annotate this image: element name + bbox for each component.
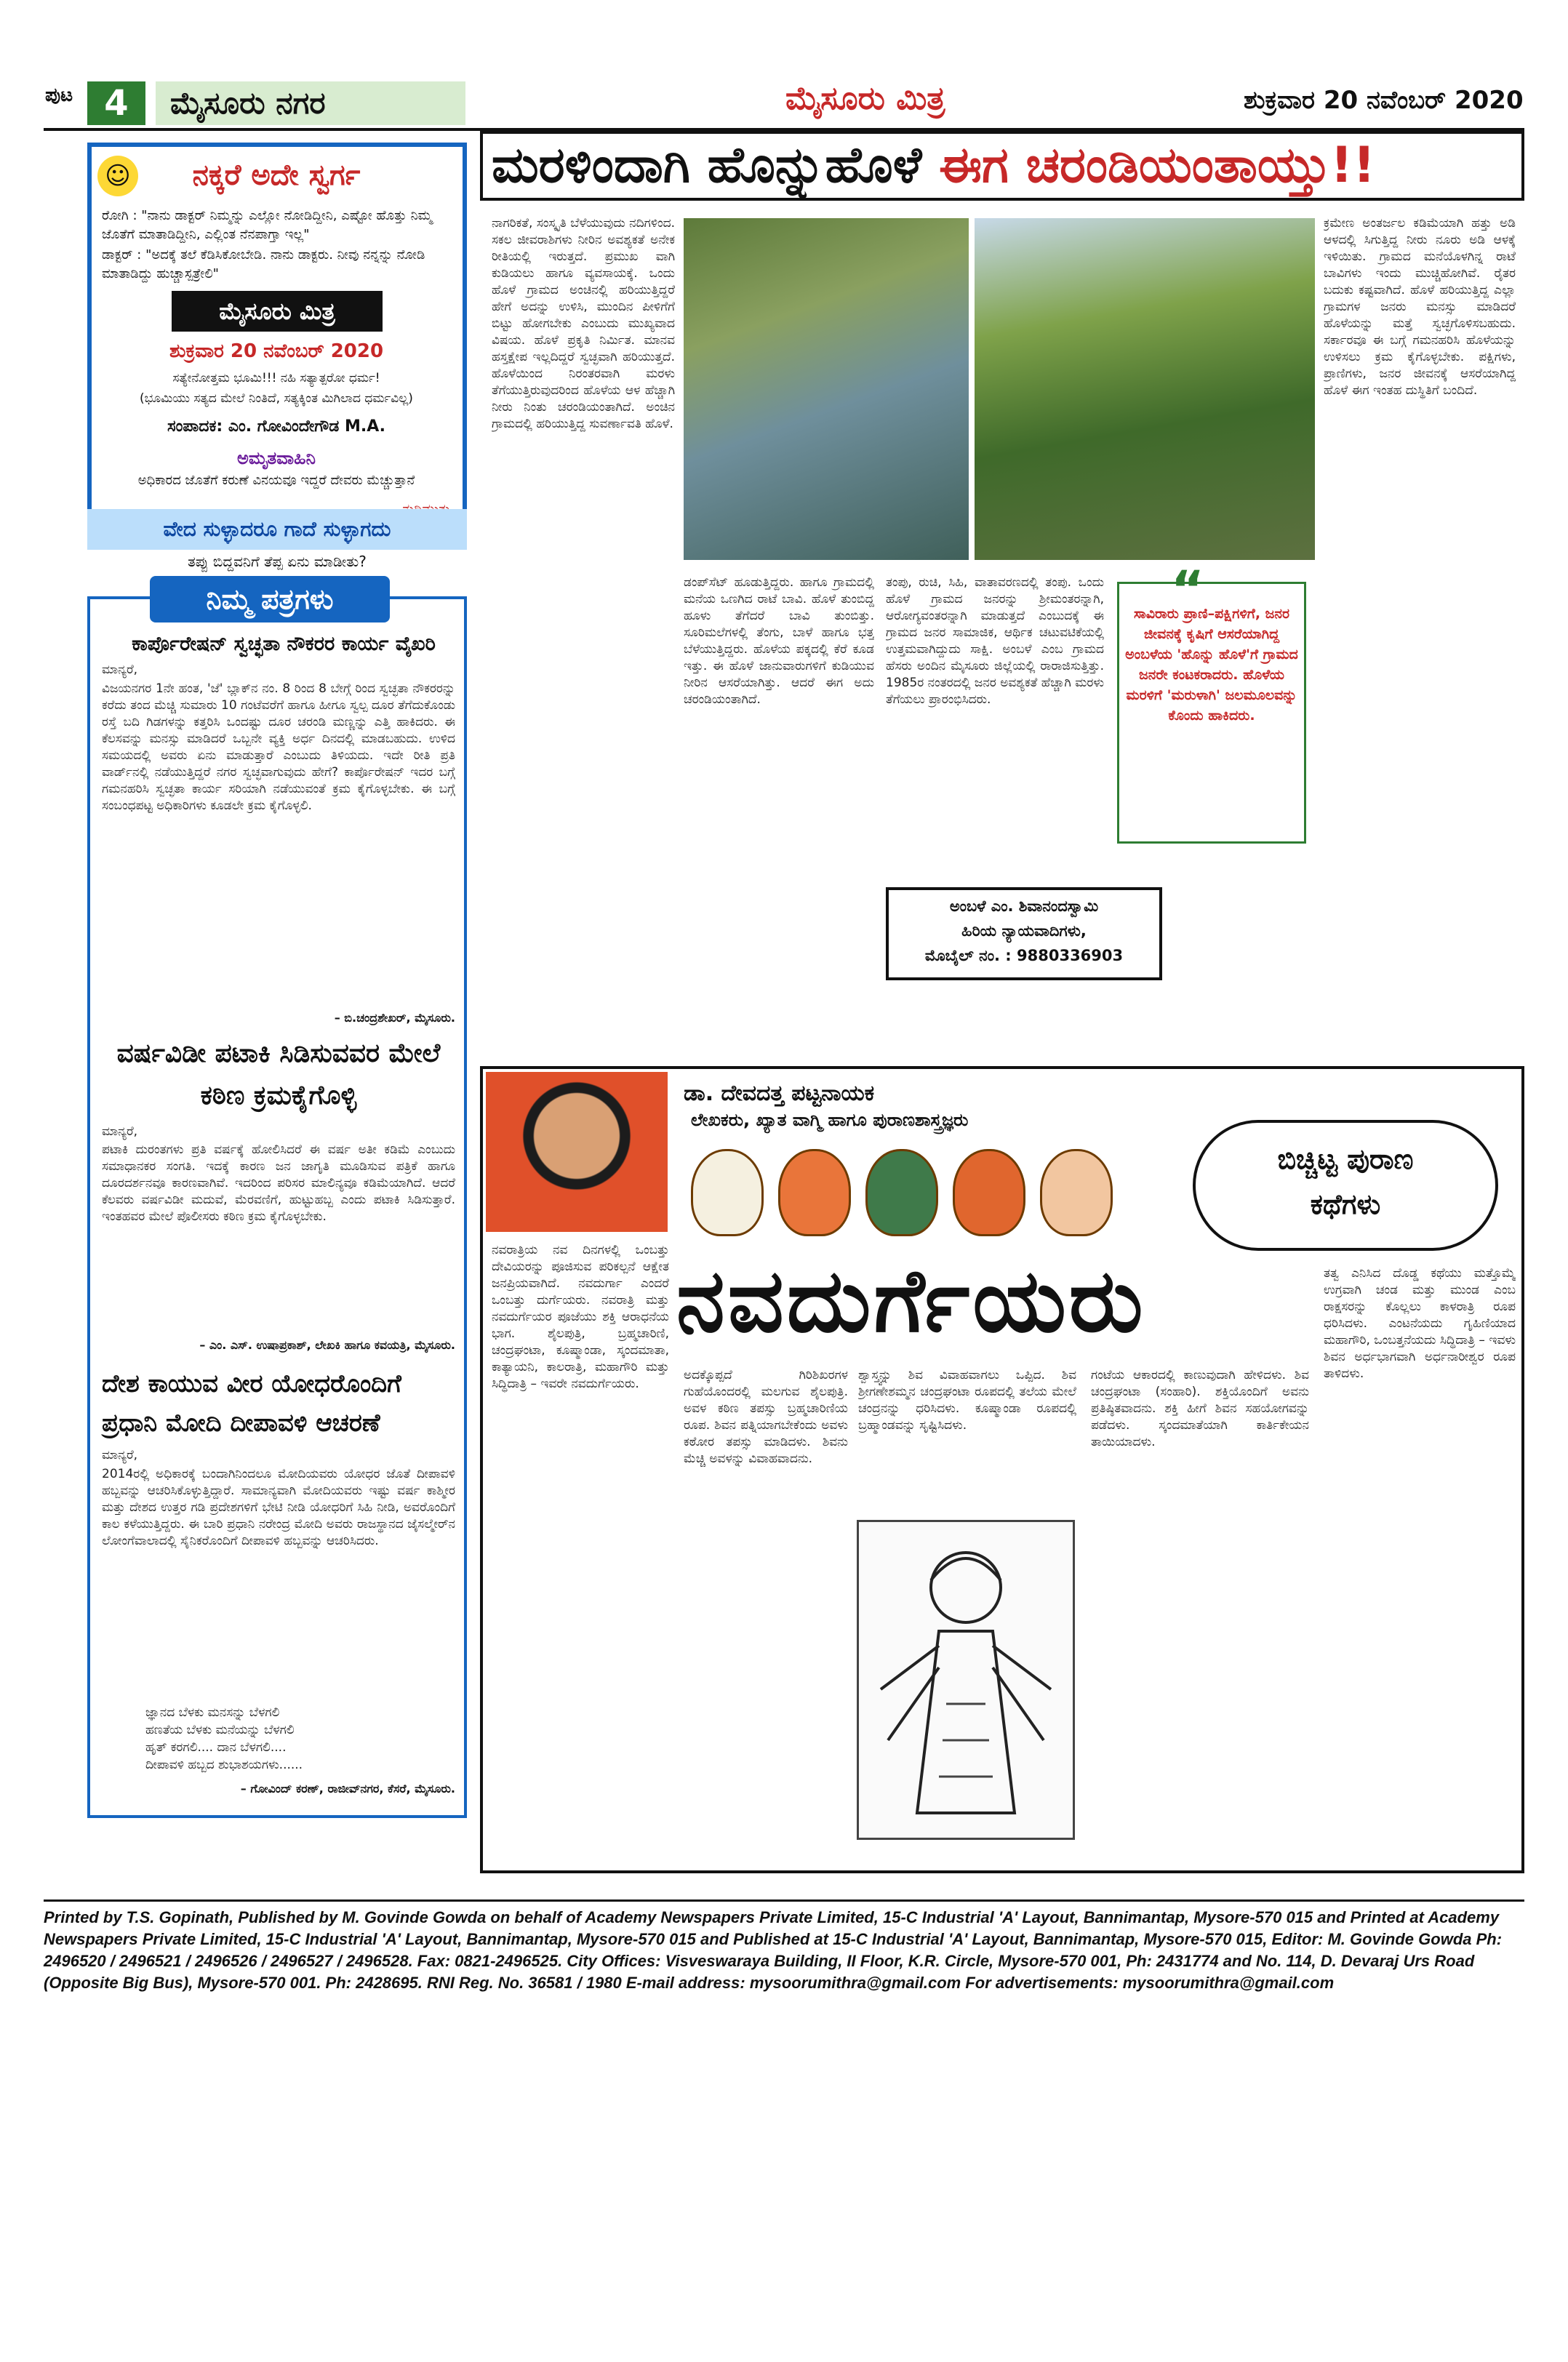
letters-title: ನಿಮ್ಮ ಪತ್ರಗಳು (150, 576, 390, 622)
motto-translation: (ಭೂಮಿಯು ಸತ್ಯದ ಮೇಲೆ ನಿಂತಿದೆ, ಸತ್ಯಕ್ಕಿಂತ ಮಿಗಿಲಾದ ಧರ್ಮವಿಲ್ಲ) (140, 391, 413, 406)
motto-line: ಸತ್ಯೇನೋತ್ತಮ ಭೂಮಿ!!! ನಹಿ ಸತ್ಯಾತ್ಪರೋ ಧರ್ಮ! (172, 371, 380, 385)
page-number: 4 (87, 81, 145, 125)
letter-1-signer: – ಬಿ.ಚಂದ್ರಶೇಖರ್, ಮೈಸೂರು. (334, 1011, 455, 1025)
feature-author: ಡಾ. ದೇವದತ್ತ ಪಟ್ಟನಾಯಕ (684, 1081, 875, 1106)
letter-1-body: ವಿಜಯನಗರ 1ನೇ ಹಂತ, 'ಜೆ' ಬ್ಲಾಕ್‌ನ ನಂ. 8 ರಿಂದ 8 ಬೇಗ್ಗೆ ರಿಂದ ಸ್ವಚ್ಛತಾ ನೌಕರರನ್ನು ಕರೆದು ತಂದ ಮೆಚ್ಚಿ ಸುಮಾರು 10 ಗಂಟೆವರೆಗೆ ಹಾಗೂ ಹೀಗೂ ಸ್ವಲ್ಪ ದೂರ ತೆಗೆದುಕೊಂಡು ರಸ್ತೆ ಬದಿ ಗಿಡಗಳನ್ನು ಕತ್ತರಿಸಿ ಒಂದಷ್ಟು ದೂರ ಚರಂಡಿ ಮಣ್ಣನ್ನು ಎತ್ತಿ ಹಾಕಿದರು. ಈ ಕೆಲಸವನ್ನು ಮನಸ್ಸು ಮಾಡಿದರೆ ಒಬ್ಬನೇ ವ್ಯಕ್ತಿ ಅರ್ಧ ದಿನದಲ್ಲಿ ಮಾಡಬಹುದು. ಉಳಿದ ಸಮಯದಲ್ಲಿ ಅವರು ಏನು ಮಾಡುತ್ತಾರೆ ಎಂಬುದು ತಿಳಿಯದು. ಇದೇ ರೀತಿ ಪ್ರತಿ ವಾರ್ಡ್‌ನಲ್ಲಿ ನಡೆಯುತ್ತಿದ್ದರೆ ನಗರ ಸ್ವಚ್ಛವಾಗುವುದು ಹೇಗೆ? ಕಾರ್ಪೊರೇಷನ್ ಇದರ ಬಗ್ಗೆ ಗಮನಹರಿಸಿ ಸ್ವಚ್ಛತಾ ಕಾರ್ಯ ಸರಿಯಾಗಿ ನಡೆಯುವಂತೆ ಕ್ರಮ ಕೈಗೊಳ್ಳಬೇಕು. ಈ ಬಗ್ಗೆ ಸಂಬಂಧಪಟ್ಟ ಅಧಿಕಾರಿಗಳು ಕೂಡಲೇ ಕ್ರಮ ಕೈಗೊಳ್ಳಲಿ. (102, 681, 455, 813)
goddess-mask-5 (1040, 1149, 1113, 1236)
goddess-mask-2 (778, 1149, 851, 1236)
issue-date: ಶುಕ್ರವಾರ 20 ನವೆಂಬರ್ 2020 (1244, 86, 1524, 115)
footer-rule (44, 1899, 1524, 1902)
letter-1-salutation: ಮಾನ್ಯರೆ, (102, 662, 138, 677)
lead-column-1: ನಾಗರಿಕತೆ, ಸಂಸ್ಕೃತಿ ಬೆಳೆಯುವುದು ನದಿಗಳಿಂದ. ಸಕಲ ಜೀವರಾಶಿಗಳು ನೀರಿನ ಅವಶ್ಯಕತೆ ಅನೇಕ ರೀತಿಯಲ್ಲಿ ಇರುತ್ತದೆ. ಪ್ರಮುಖ ವಾಗಿ ಕುಡಿಯಲು ಹಾಗೂ ವ್ಯವಸಾಯಕ್ಕೆ. ಒಂದು ಹೊಳೆ ಗ್ರಾಮದ ಅಂಚಿನಲ್ಲಿ ಹರಿಯುತ್ತಿದ್ದರೆ ಹೇಗೆ ಅದನ್ನು ಉಳಿಸಿ, ಮುಂದಿನ ಪೀಳಿಗೆಗೆ ಬಿಟ್ಟು ಹೋಗಬೇಕು ಎಂಬುದು ಮುಖ್ಯವಾದ ವಿಷಯ. ಹೊಳೆ ಪ್ರಕೃತಿ ನಿರ್ಮಿತ. ಮಾನವ ಹಸ್ತಕ್ಷೇಪ ಇಲ್ಲದಿದ್ದರೆ ಸ್ವಚ್ಛವಾಗಿ ಹರಿಯುತ್ತದೆ. ಹೊಳೆಯಿಂದ ನಿರಂತರವಾಗಿ ಮರಳು ತೆಗೆಯುತ್ತಿರುವುದರಿಂದ ಹೊಳೆಯ ಆಳ ಹೆಚ್ಚಾಗಿ ನೀರು ನಿಂತು ಚರಂಡಿಯಂತಾಗಿದೆ. ಅಂಚಿನ ಗ್ರಾಮದಲ್ಲಿ ಹರಿಯುತ್ತಿದ್ದ ಸುವರ್ಣಾವತಿ ಹೊಳೆ. (492, 216, 675, 431)
imprint-footer: Printed by T.S. Gopinath, Published by M. Govinde Gowda on behalf of Academy Newspapers Private Limited, 15-C Industrial 'A' Layout, Bannimantap, Mysore-570 015 and Printed at Academy Newspapers Private Limited, 15-C Industrial 'A' Layout, Bannimantap, Mysore-570 015 and Published at 15-C Industrial 'A' Layout, Bannimantap, Mysore-570 015, Editor: M. Govinde Gowda Ph: 2496520 / 2496521 / 2496526 / 2496527 / 2496528. Fax: 0821-2496525. City Offices: Visveswaraya Building, II Floor, K.R. Circle, Mysore-570 001, Ph: 2431774 and No. 114, D. Devaraj Urs Road (Opposite Big Bus), Mysore-570 001. Ph: 2428695. RNI Reg. No. 36581 / 1980 E-mail address: mysoorumithra@gmail.com For advertisements: mysoorumithra@gmail.com (44, 1908, 1503, 1992)
box-date: ಶುಕ್ರವಾರ 20 ನವೆಂಬರ್ 2020 (169, 340, 384, 362)
letter-3-headline: ದೇಶ ಕಾಯುವ ವೀರ ಯೋಧರೊಂದಿಗೆ ಪ್ರಧಾನಿ ಮೋದಿ ದೀಪಾವಳಿ ಆಚರಣೆ (102, 1369, 401, 1438)
credit-role: ಹಿರಿಯ ನ್ಯಾಯವಾದಿಗಳು, (961, 922, 1087, 940)
letter-2-headline: ವರ್ಷವಿಡೀ ಪಟಾಕಿ ಸಿಡಿಸುವವರ ಮೇಲೆ ಕಠಿಣ ಕ್ರಮಕೈಗೊಳ್ಳಿ (116, 1038, 441, 1110)
quote-icon: “ (1171, 560, 1205, 620)
letter-2-body: ಪಟಾಕಿ ದುರಂತಗಳು ಪ್ರತಿ ವರ್ಷಕ್ಕೆ ಹೋಲಿಸಿದರೆ ಈ ವರ್ಷ ಅತೀ ಕಡಿಮೆ ಎಂಬುದು ಸಮಾಧಾನಕರ ಸಂಗತಿ. ಇದಕ್ಕೆ ಕಾರಣ ಜನ ಜಾಗೃತಿ ಮೂಡಿಸುವ ಪತ್ರಿಕೆ ಹಾಗೂ ದೂರದರ್ಶನವೂ ಕಾರಣವಾಗಿವೆ. ಇದರಿಂದ ಪರಿಸರ ಮಾಲಿನ್ಯವೂ ಕಡಿಮೆಯಾಗಿದೆ. ಆದರೆ ಕೆಲವರು ವರ್ಷವಿಡೀ ಮದುವೆ, ಮೆರವಣಿಗೆ, ಹುಟ್ಟುಹಬ್ಬ ಎಂದು ಪಟಾಕಿ ಸಿಡಿಸುತ್ತಾರೆ. ಇಂತಹವರ ಮೇಲೆ ಪೊಲೀಸರು ಕಠಿಣ ಕ್ರಮ ಕೈಗೊಳ್ಳಬೇಕು. (102, 1142, 455, 1224)
credit-name: ಅಂಬಳೆ ಎಂ. ಶಿವಾನಂದಸ್ವಾಮಿ (949, 897, 1099, 915)
pull-quote: ಸಾವಿರಾರು ಪ್ರಾಣಿ–ಪಕ್ಷಿಗಳಿಗೆ, ಜನರ ಜೀವನಕ್ಕೆ ಕೃಷಿಗೆ ಆಸರೆಯಾಗಿದ್ದ ಅಂಬಳೆಯ 'ಹೊನ್ನು ಹೊಳೆ'ಗೆ ಗ್ರಾಮದ ಜನರೇ ಕಂಟಕರಾದರು. ಹೊಳೆಯ ಮರಳಿಗೆ 'ಮರುಳಾಗಿ' ಜಲಮೂಲವನ್ನು ಕೊಂದು ಹಾಕಿದರು. (1125, 606, 1298, 724)
amrutha-text: ಅಧಿಕಾರದ ಜೊತೆಗೆ ಕರುಣೆ ವಿನಯವೂ ಇದ್ದರೆ ದೇವರು ಮೆಚ್ಚುತ್ತಾನೆ (137, 473, 415, 488)
editor-line: ಸಂಪಾದಕ: ಎಂ. ಗೋವಿಂದೇಗೌಡ M.A. (167, 417, 386, 436)
goddess-drawing (859, 1522, 1073, 1838)
letter-3-salutation: ಮಾನ್ಯರೆ, (102, 1448, 138, 1462)
goddess-illustration (857, 1520, 1075, 1840)
credit-phone: ಮೊಬೈಲ್ ನಂ. : 9880336903 (924, 947, 1124, 964)
masthead-logo: ಮೈಸೂರು ಮಿತ್ರ (785, 80, 945, 117)
feature-title: ನವದುರ್ಗೆಯರು (676, 1251, 1146, 1352)
series-badge (1193, 1120, 1498, 1251)
lead-headline-red: ಈಗ ಚರಂಡಿಯಂತಾಯ್ತು!! (939, 137, 1376, 194)
letter-3-poem-2: ಹಣತೆಯ ಬೆಳಕು ಮನೆಯನ್ನು ಬೆಳಗಲಿ (145, 1723, 295, 1737)
author-photo (486, 1072, 668, 1232)
series-line-1: ಬಿಚ್ಚಿಟ್ಟ ಪುರಾಣ (1277, 1143, 1414, 1175)
letter-2-salutation: ಮಾನ್ಯರೆ, (102, 1124, 138, 1139)
river-photo-2 (975, 218, 1315, 560)
lead-headline-black: ಮರಳಿಂದಾಗಿ ಹೊನ್ನುಹೊಳೆ (492, 137, 940, 194)
paper-logo: ಮೈಸೂರು ಮಿತ್ರ (172, 291, 383, 332)
proverb-title: ವೇದ ಸುಳ್ಳಾದರೂ ಗಾದೆ ಸುಳ್ಳಾಗದು (87, 509, 467, 550)
lead-column-2: ಡಂಪ್‌ಸೆಟ್ ಹೂಡುತ್ತಿದ್ದರು. ಹಾಗೂ ಗ್ರಾಮದಲ್ಲಿ ಮನೆಯ ಒಣಗಿದ ರಾಟೆ ಬಾವಿ. ಹೊಳೆ ತುಂಬಿದ್ದ ಹೂಳು ತೆಗೆದರೆ ಬಾವಿ ತುಂಬಿತ್ತು. ಸೂರಿಮಲೆಗಳಲ್ಲಿ ತೆಂಗು, ಬಾಳೆ ಹಾಗೂ ಭತ್ತ ಬೆಳೆಯುತ್ತಿದ್ದರು. ಹೊಳೆಯ ಪಕ್ಕದಲ್ಲಿ ಕೆರೆ ಕೂಡ ಇತ್ತು. ಈ ಹೊಳೆ ಜಾನುವಾರುಗಳಿಗೆ ಕುಡಿಯುವ ನೀರಿನ ಆಸರೆಯಾಗಿತ್ತು. ಆದರೆ ಈಗ ಅದು ಚರಂಡಿಯಂತಾಗಿದೆ. (684, 575, 874, 707)
lead-column-4: ಕ್ರಮೇಣ ಅಂತರ್ಜಲ ಕಡಿಮೆಯಾಗಿ ಹತ್ತು ಅಡಿ ಆಳದಲ್ಲಿ ಸಿಗುತ್ತಿದ್ದ ನೀರು ನೂರು ಅಡಿ ಆಳಕ್ಕೆ ಇಳಿಯಿತು. ಗ್ರಾಮದ ಮನೆಯೊಳಗಿನ್ನ ರಾಟೆ ಬಾವಿಗಳು ಇಂದು ಮುಚ್ಚಿಹೋಗಿವೆ. ರೈತರ ಬದುಕು ಕಷ್ಟವಾಗಿದೆ. ಹೊಳೆ ಹರಿಯುತ್ತಿದ್ದ ಎಲ್ಲಾ ಗ್ರಾಮಗಳ ಜನರು ಮನಸ್ಸು ಮಾಡಿದರೆ ಹೊಳೆಯನ್ನು ಮತ್ತೆ ಸ್ವಚ್ಛಗೊಳಿಸಬಹುದು. ಸರ್ಕಾರವೂ ಈ ಬಗ್ಗೆ ಗಮನಹರಿಸಿ ಹೊಳೆಯನ್ನು ಉಳಿಸಲು ಕ್ರಮ ಕೈಗೊಳ್ಳಬೇಕು. ಪಕ್ಷಿಗಳು, ಪ್ರಾಣಿಗಳು, ಜನರ ಜೀವನಕ್ಕೆ ಆಸರೆಯಾಗಿದ್ದ ಹೊಳೆ ಈಗ ಇಂತಹ ದುಸ್ಥಿತಿಗೆ ಬಂದಿದೆ. (1324, 216, 1516, 398)
goddess-mask-4 (953, 1149, 1025, 1236)
joke-title: ನಕ್ಕರೆ ಅದೇ ಸ್ವರ್ಗ (192, 159, 361, 192)
feature-column-4: ಗಂಟೆಯ ಆಕಾರದಲ್ಲಿ ಕಾಣುವುದಾಗಿ ಹೇಳಿದಳು. ಶಿವ ಚಂದ್ರಘಂಟಾ (ಸಂಹಾರಿ). ಶಕ್ತಿಯೊಂದಿಗೆ ಅವನು ಪ್ರತಿಷ್ಠಿತವಾದನು. ಶಕ್ತಿ ಹೀಗೆ ಶಿವನ ಸಹಯೋಗವನ್ನು ಪಡೆದಳು. ಸ್ಕಂದಮಾತೆಯಾಗಿ ಕಾರ್ತಿಕೇಯನ ತಾಯಿಯಾದಳು. (1091, 1368, 1309, 1449)
joke-doctor-line: ಡಾಕ್ಟರ್ : "ಅದಕ್ಕೆ ತಲೆ ಕೆಡಿಸಿಕೋಬೇಡಿ. ನಾನು ಡಾಕ್ಟರು. ನೀವು ನನ್ನನ್ನು ನೋಡಿ ಮಾತಾಡಿದ್ದು ಹುಚ್ಚಾಸ್ಪತ್ರೇಲಿ" (102, 247, 425, 281)
page-label: ಪುಟ (45, 84, 73, 106)
feature-column-1: ನವರಾತ್ರಿಯ ನವ ದಿನಗಳಲ್ಲಿ ಒಂಬತ್ತು ದೇವಿಯರನ್ನು ಪೂಜಿಸುವ ಪರಿಕಲ್ಪನೆ ಆಕ್ಷೇತ ಜನಪ್ರಿಯವಾಗಿದೆ. ನವದುರ್ಗಾ ಎಂದರೆ ಒಂಬತ್ತು ದುರ್ಗೆಯರು. ನವರಾತ್ರಿ ಮತ್ತು ನವದುರ್ಗೆಯರ ಪೂಜೆಯು ಶಕ್ತಿ ಆರಾಧನೆಯ ಭಾಗ. ಶೈಲಪುತ್ರಿ, ಬ್ರಹ್ಮಚಾರಿಣಿ, ಚಂದ್ರಘಂಟಾ, ಕೂಷ್ಮಾಂಡಾ, ಸ್ಕಂದಮಾತಾ, ಕಾತ್ಯಾಯನಿ, ಕಾಲರಾತ್ರಿ, ಮಹಾಗೌರಿ ಮತ್ತು ಸಿದ್ಧಿದಾತ್ರಿ – ಇವರೇ ನವದುರ್ಗೆಯರು. (492, 1243, 669, 1391)
letter-2-signer: – ಎಂ. ಎಸ್. ಉಷಾಪ್ರಕಾಶ್, ಲೇಖಕಿ ಹಾಗೂ ಕವಯತ್ರಿ, ಮೈಸೂರು. (199, 1338, 455, 1352)
series-line-2: ಕಥೆಗಳು (1310, 1188, 1381, 1220)
proverb-sub: ತಪ್ಪು ಬಿದ್ದವನಿಗೆ ತೆಪ್ಪ ಏನು ಮಾಡೀತು? (188, 553, 367, 570)
amrutha-title: ಅಮೃತವಾಹಿನಿ (237, 448, 316, 468)
joke-patient-line: ರೋಗಿ : "ನಾನು ಡಾಕ್ಟರ್ ನಿಮ್ಮನ್ನು ಎಲ್ಲೋ ನೋಡಿದ್ದೀನಿ, ಎಷ್ಟೋ ಹೊತ್ತು ನಿಮ್ಮ ಜೊತೆಗೆ ಮಾತಾಡಿದ್ದೀನಿ, ಎಲ್ಲಿಂತ ನೆನಪಾಗ್ತಾ ಇಲ್ಲ" (102, 208, 433, 242)
letter-1-headline: ಕಾರ್ಪೊರೇಷನ್ ಸ್ವಚ್ಛತಾ ನೌಕರರ ಕಾರ್ಯ ವೈಖರಿ (132, 633, 436, 655)
smiley-icon: ☺ (97, 156, 138, 196)
letter-3-poem-1: ಜ್ಞಾನದ ಬೆಳಕು ಮನಸನ್ನು ಬೆಳಗಲಿ (145, 1705, 280, 1720)
section-name: ಮೈಸೂರು ನಗರ (156, 81, 465, 125)
river-photo-1 (684, 218, 969, 560)
goddess-mask-1 (691, 1149, 764, 1236)
letter-3-signer: – ಗೋವಿಂದ್ ಕರಣ್, ರಾಜೀವ್‌ನಗರ, ಕೆಸರೆ, ಮೈಸೂರು. (240, 1782, 455, 1795)
letter-3-poem-3: ಹೃತ್ ಕರಗಲಿ.... ದಾನ ಬೆಳಗಲಿ.... (145, 1740, 287, 1755)
lead-column-3: ತಂಪು, ರುಚಿ, ಸಿಹಿ, ವಾತಾವರಣದಲ್ಲಿ ತಂಪು. ಒಂದು ಹೊಳೆ ಗ್ರಾಮದ ಜನರನ್ನು ಶ್ರೀಮಂತರನ್ನಾಗಿ, ಆರೋಗ್ಯವಂತರನ್ನಾಗಿ ಮಾಡುತ್ತದೆ ಎಂಬುದಕ್ಕೆ ಈ ಗ್ರಾಮದ ಜನರ ಸಾಮಾಜಿಕ, ಆರ್ಥಿಕ ಚಟುವಟಿಕೆಯಲ್ಲಿ ಉತ್ತಮವಾಗಿದ್ದುದು ಸಾಕ್ಷಿ. ಅಂಬಳೆ ಎಂಬ ಗ್ರಾಮದ ಹೆಸರು ಅಂದಿನ ಮೈಸೂರು ಜಿಲ್ಲೆಯಲ್ಲಿ ರಾರಾಜಿಸುತ್ತಿತ್ತು. 1985ರ ನಂತರದಲ್ಲಿ ಜನರ ಅವಶ್ಯಕತೆ ಹೆಚ್ಚಾಗಿ ಮರಳು ತೆಗೆಯಲು ಪ್ರಾರಂಭಿಸಿದರು. (886, 575, 1104, 707)
feature-author-role: ಲೇಖಕರು, ಖ್ಯಾತ ವಾಗ್ಮಿ ಹಾಗೂ ಪುರಾಣಶಾಸ್ತ್ರಜ್ಞರು (691, 1110, 969, 1130)
lead-headline (492, 137, 1375, 195)
letter-3-body: 2014ರಲ್ಲಿ ಅಧಿಕಾರಕ್ಕೆ ಬಂದಾಗಿನಿಂದಲೂ ಮೋದಿಯವರು ಯೋಧರ ಜೊತೆ ದೀಪಾವಳಿ ಹಬ್ಬವನ್ನು ಆಚರಿಸಿಕೊಳ್ಳುತ್ತಿದ್ದಾರೆ. ಸಾಮಾನ್ಯವಾಗಿ ಮೋದಿಯವರು ಇಷ್ಟು ವರ್ಷ ಕಾಶ್ಮೀರ ಮತ್ತು ದೇಶದ ಉತ್ತರ ಗಡಿ ಪ್ರದೇಶಗಳಿಗೆ ಭೇಟಿ ನೀಡಿ ಯೋಧರಿಗೆ ಸಿಹಿ ನೀಡಿ, ಅವರೊಂದಿಗೆ ಕಾಲ ಕಳೆಯುತ್ತಿದ್ದರು. ಈ ಬಾರಿ ಪ್ರಧಾನಿ ನರೇಂದ್ರ ಮೋದಿ ಅವರು ರಾಜಸ್ಥಾನದ ಜೈಸಲ್ಮೇರ್‌ನ ಲೋಂಗೆವಾಲಾದಲ್ಲಿ ಸೈನಿಕರೊಂದಿಗೆ ದೀಪಾವಳಿ ಹಬ್ಬವನ್ನು ಆಚರಿಸಿದರು. (102, 1467, 455, 1548)
feature-column-5: ತತ್ವ ಎನಿಸಿದ ದೊಡ್ಡ ಕಥೆಯು ಮತ್ತೊಮ್ಮೆ ಉಗ್ರವಾಗಿ ಚಂಡ ಮತ್ತು ಮುಂಡ ಎಂಬ ರಾಕ್ಷಸರನ್ನು ಕೊಲ್ಲಲು ಕಾಳರಾತ್ರಿ ರೂಪ ಧರಿಸಿದಳು. ಎಂಟನೆಯದು ಗೃಹಿಣಿಯಾದ ಮಹಾಗೌರಿ, ಒಂಬತ್ತನೆಯದು ಸಿದ್ಧಿದಾತ್ರಿ – ಇವಳು ಶಿವನ ಅರ್ಧಭಾಗವಾಗಿ ಅರ್ಧನಾರೀಶ್ವರ ರೂಪ ತಾಳಿದಳು. (1324, 1266, 1516, 1381)
feature-column-3: ಶ್ವಾಸ್ತ್ವನ್ನು ಶಿವ ವಿವಾಹವಾಗಲು ಒಪ್ಪಿದ. ಶಿವ ಶ್ರೀಗಣೇಶಮ್ಮನ ಚಂದ್ರಘಂಟಾ ರೂಪದಲ್ಲಿ ತಲೆಯ ಮೇಲೆ ಚಂದ್ರನನ್ನು ಧರಿಸಿದಳು. ಕೂಷ್ಮಾಂಡಾ ರೂಪದಲ್ಲಿ ಬ್ರಹ್ಮಾಂಡವನ್ನು ಸೃಷ್ಟಿಸಿದಳು. (858, 1368, 1076, 1433)
letter-3-poem-4: ದೀಪಾವಳಿ ಹಬ್ಬದ ಶುಭಾಶಯಗಳು...... (145, 1758, 303, 1772)
feature-column-2: ಅದಕ್ಕೊಪ್ಪದೆ ಗಿರಿಶಿಖರಗಳ ಗುಹೆಯೊಂದರಲ್ಲಿ ಮಲಗುವ ಶೈಲಪುತ್ರಿ. ಅವಳ ಕಠಿಣ ತಪಸ್ಸು ಬ್ರಹ್ಮಚಾರಿಣಿಯ ರೂಪ. ಶಿವನ ಪತ್ನಿಯಾಗಬೇಕೆಂದು ಅವಳು ಕಠೋರ ತಪಸ್ಸು ಮಾಡಿದಳು. ಶಿವನು ಮೆಚ್ಚಿ ಅವಳನ್ನು ವಿವಾಹವಾದನು. (684, 1368, 848, 1466)
goddess-mask-3 (865, 1149, 938, 1236)
